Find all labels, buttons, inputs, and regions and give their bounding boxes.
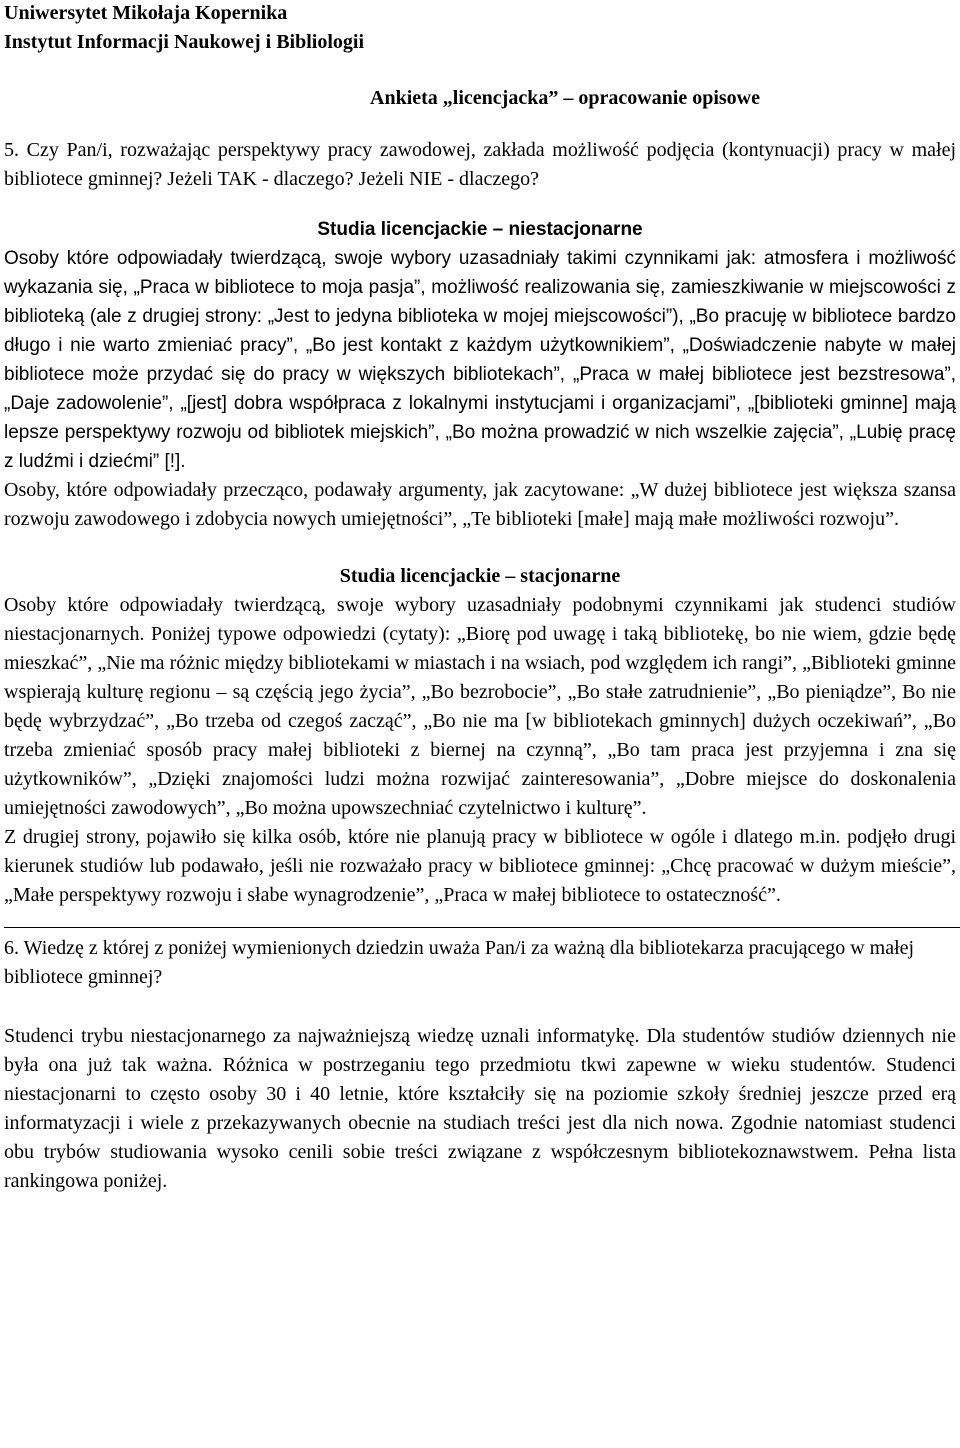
section-heading-niestacjonarne: Studia licencjackie – niestacjonarne: [317, 219, 643, 240]
university-name: Uniwersytet Mikołaja Kopernika: [4, 2, 288, 24]
question-6-answer: Studenci trybu niestacjonarnego za najważniejszą wiedzę uznali informatykę. Dla studentów studiów dziennych nie była ona już tak ważna. Różnica w postrzeganiu tego przedmiotu tkwi zapewne w wieku studentów. Studenci niestacjonarni to często osoby 30 i 40 letnie, które kształciły się na poziomie szkoły średniej jeszcze przed erą informatyzacji i wiele z przekazywanych obecnie na studiach treści jest dla nich nowa. Zgodnie natomiast studenci obu trybów studiowania wysoko cenili sobie treści związane z współczesnym bibliotekoznawstwem. Pełna lista rankingowa poniżej.: [4, 1025, 956, 1192]
section-stacjonarne-paragraph-1: Osoby które odpowiadały twierdzącą, swoje wybory uzasadniały podobnymi czynnikami jak studenci studiów niestacjonarnych. Poniżej typowe odpowiedzi (cytaty): „Biorę pod uwagę i taką bibliotekę, bo nie wiem, gdzie będę mieszkać”, „Nie ma różnic między bibliotekami w miastach i na wsiach, pod względem ich rangi”, „Biblioteki gminne wspierają kulturę regionu – są częścią jego życia”, „Bo bezrobocie”, „Bo stałe zatrudnienie”, „Bo pieniądze”, Bo nie będę wybrzydzać”, „Bo trzeba od czegoś zacząć”, „Bo nie ma [w bibliotekach gminnych] dużych oczekiwań”, „Bo trzeba zmieniać sposób pracy małej biblioteki z biernej na czynną”, „Bo tam praca jest przyjemna i zna się użytkowników”, „Dzięki znajomości ludzi można rozwijać zainteresowania”, „Dobre miejsce do doskonalenia umiejętności zawodowych”, „Bo można upowszechniać czytelnictwo i kulturę”.: [4, 594, 956, 819]
section-divider: [4, 927, 960, 928]
section-niestacjonarne-paragraph-2: Osoby, które odpowiadały przecząco, podawały argumenty, jak zacytowane: „W dużej bibliotece jest większa szansa rozwoju zawodowego i zdobycia nowych umiejętności”, „Te biblioteki [małe] mają małe możliwości rozwoju”.: [4, 479, 956, 530]
section-niestacjonarne-paragraph-1: Osoby które odpowiadały twierdzącą, swoje wybory uzasadniały takimi czynnikami jak: atmosfera i możliwość wykazania się, „Praca w bibliotece to moja pasja”, możliwość realizowania się, zamieszkiwanie w miejscowości z biblioteką (ale z drugiej strony: „Jest to jedyna biblioteka w mojej miejscowości”), „Bo pracuję w bibliotece bardzo długo i nie warto zmieniać pracy”, „Bo jest kontakt z każdym użytkownikiem”, „Doświadczenie nabyte w małej bibliotece może przydać się do pracy w większych bibliotekach”, „Praca w małej bibliotece jest bezstresowa”, „Daje zadowolenie”, „[jest] dobra współpraca z lokalnymi instytucjami i organizacjami”, „[biblioteki gminne] mają lepsze perspektywy rozwoju od bibliotek miejskich”, „Bo można prowadzić w nich wszelkie zajęcia”, „Lubię pracę z ludźmi i dziećmi” [!].: [4, 248, 956, 472]
question-5: 5. Czy Pan/i, rozważając perspektywy pracy zawodowej, zakłada możliwość podjęcia (kontynuacji) pracy w małej bibliotece gminnej? Jeżeli TAK - dlaczego? Jeżeli NIE - dlaczego?: [4, 139, 956, 190]
section-heading-stacjonarne: Studia licencjackie – stacjonarne: [339, 565, 621, 587]
document-title: Ankieta „licencjacka” – opracowanie opisowe: [370, 87, 760, 109]
institute-name: Instytut Informacji Naukowej i Bibliologii: [4, 31, 365, 53]
question-6: 6. Wiedzę z której z poniżej wymienionych dziedzin uważa Pan/i za ważną dla bibliotekarza pracującego w małej bibliotece gminnej?: [4, 937, 915, 988]
section-stacjonarne-paragraph-2: Z drugiej strony, pojawiło się kilka osób, które nie planują pracy w bibliotece w ogóle i dlatego m.in. podjęło drugi kierunek studiów lub podawało, jeśli nie rozważało pracy w bibliotece gminnej: „Chcę pracować w dużym mieście”, „Małe perspektywy rozwoju i słabe wynagrodzenie”, „Praca w małej bibliotece to ostateczność”.: [4, 826, 956, 906]
